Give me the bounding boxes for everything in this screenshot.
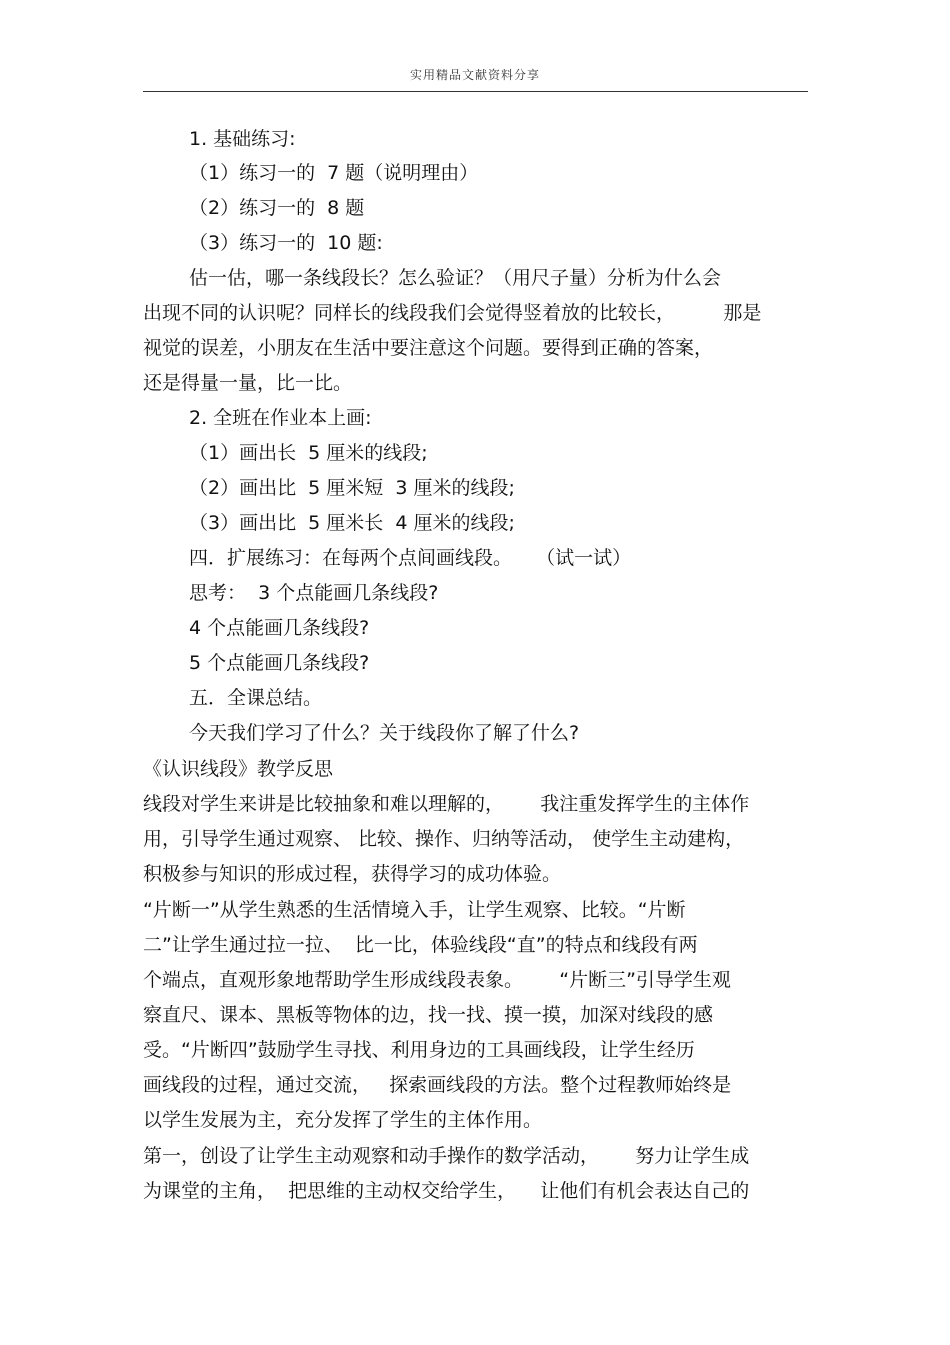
- text-line: 为课堂的主角， 把思维的主动权交给学生， 让他们有机会表达自己的: [143, 1180, 750, 1202]
- text-line: 察直尺、课本、黑板等物体的边，找一找、摸一摸，加深对线段的感: [143, 1004, 714, 1026]
- text-line: 还是得量一量，比一比。: [143, 372, 353, 394]
- header-divider: [143, 91, 808, 92]
- text-line: 画线段的过程，通过交流， 探索画线段的方法。整个过程教师始终是: [143, 1074, 732, 1096]
- text-line: 5 个点能画几条线段?: [189, 652, 370, 674]
- text-line: （2）画出比 5 厘米短 3 厘米的线段;: [189, 477, 515, 499]
- header-title: 实用精品文献资料分享: [409, 68, 540, 82]
- text-line: （1）画出长 5 厘米的线段;: [189, 442, 428, 464]
- text-line: 2. 全班在作业本上画:: [189, 407, 372, 429]
- text-line: （2）练习一的 8 题: [189, 197, 365, 219]
- text-line: “片断一”从学生熟悉的生活情境入手，让学生观察、比较。“片断: [143, 899, 686, 921]
- text-line: 用，引导学生通过观察、 比较、操作、归纳等活动， 使学生主动建构，: [143, 828, 745, 850]
- text-line: 线段对学生来讲是比较抽象和难以理解的， 我注重发挥学生的主体作: [143, 793, 750, 815]
- text-line: 二”让学生通过拉一拉、 比一比，体验线段“直”的特点和线段有两: [143, 934, 698, 956]
- text-line: （3）画出比 5 厘米长 4 厘米的线段;: [189, 512, 515, 534]
- text-line: 今天我们学习了什么？关于线段你了解了什么?: [189, 722, 580, 744]
- text-line: 估一估，哪一条线段长？怎么验证？（用尺子量）分析为什么会: [189, 267, 722, 289]
- section-title: 《认识线段》教学反思: [143, 758, 334, 780]
- text-line: 五．全课总结。: [189, 687, 323, 709]
- text-line: 积极参与知识的形成过程，获得学习的成功体验。: [143, 863, 562, 885]
- text-line: 视觉的误差，小朋友在生活中要注意这个问题。要得到正确的答案，: [143, 337, 714, 359]
- text-line: （1）练习一的 7 题（说明理由）: [189, 162, 479, 184]
- text-line: 4 个点能画几条线段?: [189, 617, 370, 639]
- text-line: 四．扩展练习：在每两个点间画线段。 （试一试）: [189, 547, 632, 569]
- text-line: 思考： 3 个点能画几条线段?: [189, 582, 439, 604]
- text-line: 出现不同的认识呢？同样长的线段我们会觉得竖着放的比较长， 那是: [143, 302, 762, 324]
- text-line: （3）练习一的 10 题:: [189, 232, 383, 254]
- text-line: 个端点，直观形象地帮助学生形成线段表象。 “片断三”引导学生观: [143, 969, 731, 991]
- text-line: 第一，创设了让学生主动观察和动手操作的数学活动， 努力让学生成: [143, 1145, 750, 1167]
- text-line: 受。“片断四”鼓励学生寻找、利用身边的工具画线段，让学生经历: [143, 1039, 695, 1061]
- text-line: 以学生发展为主，充分发挥了学生的主体作用。: [143, 1109, 543, 1131]
- text-line: 1. 基础练习:: [189, 128, 296, 150]
